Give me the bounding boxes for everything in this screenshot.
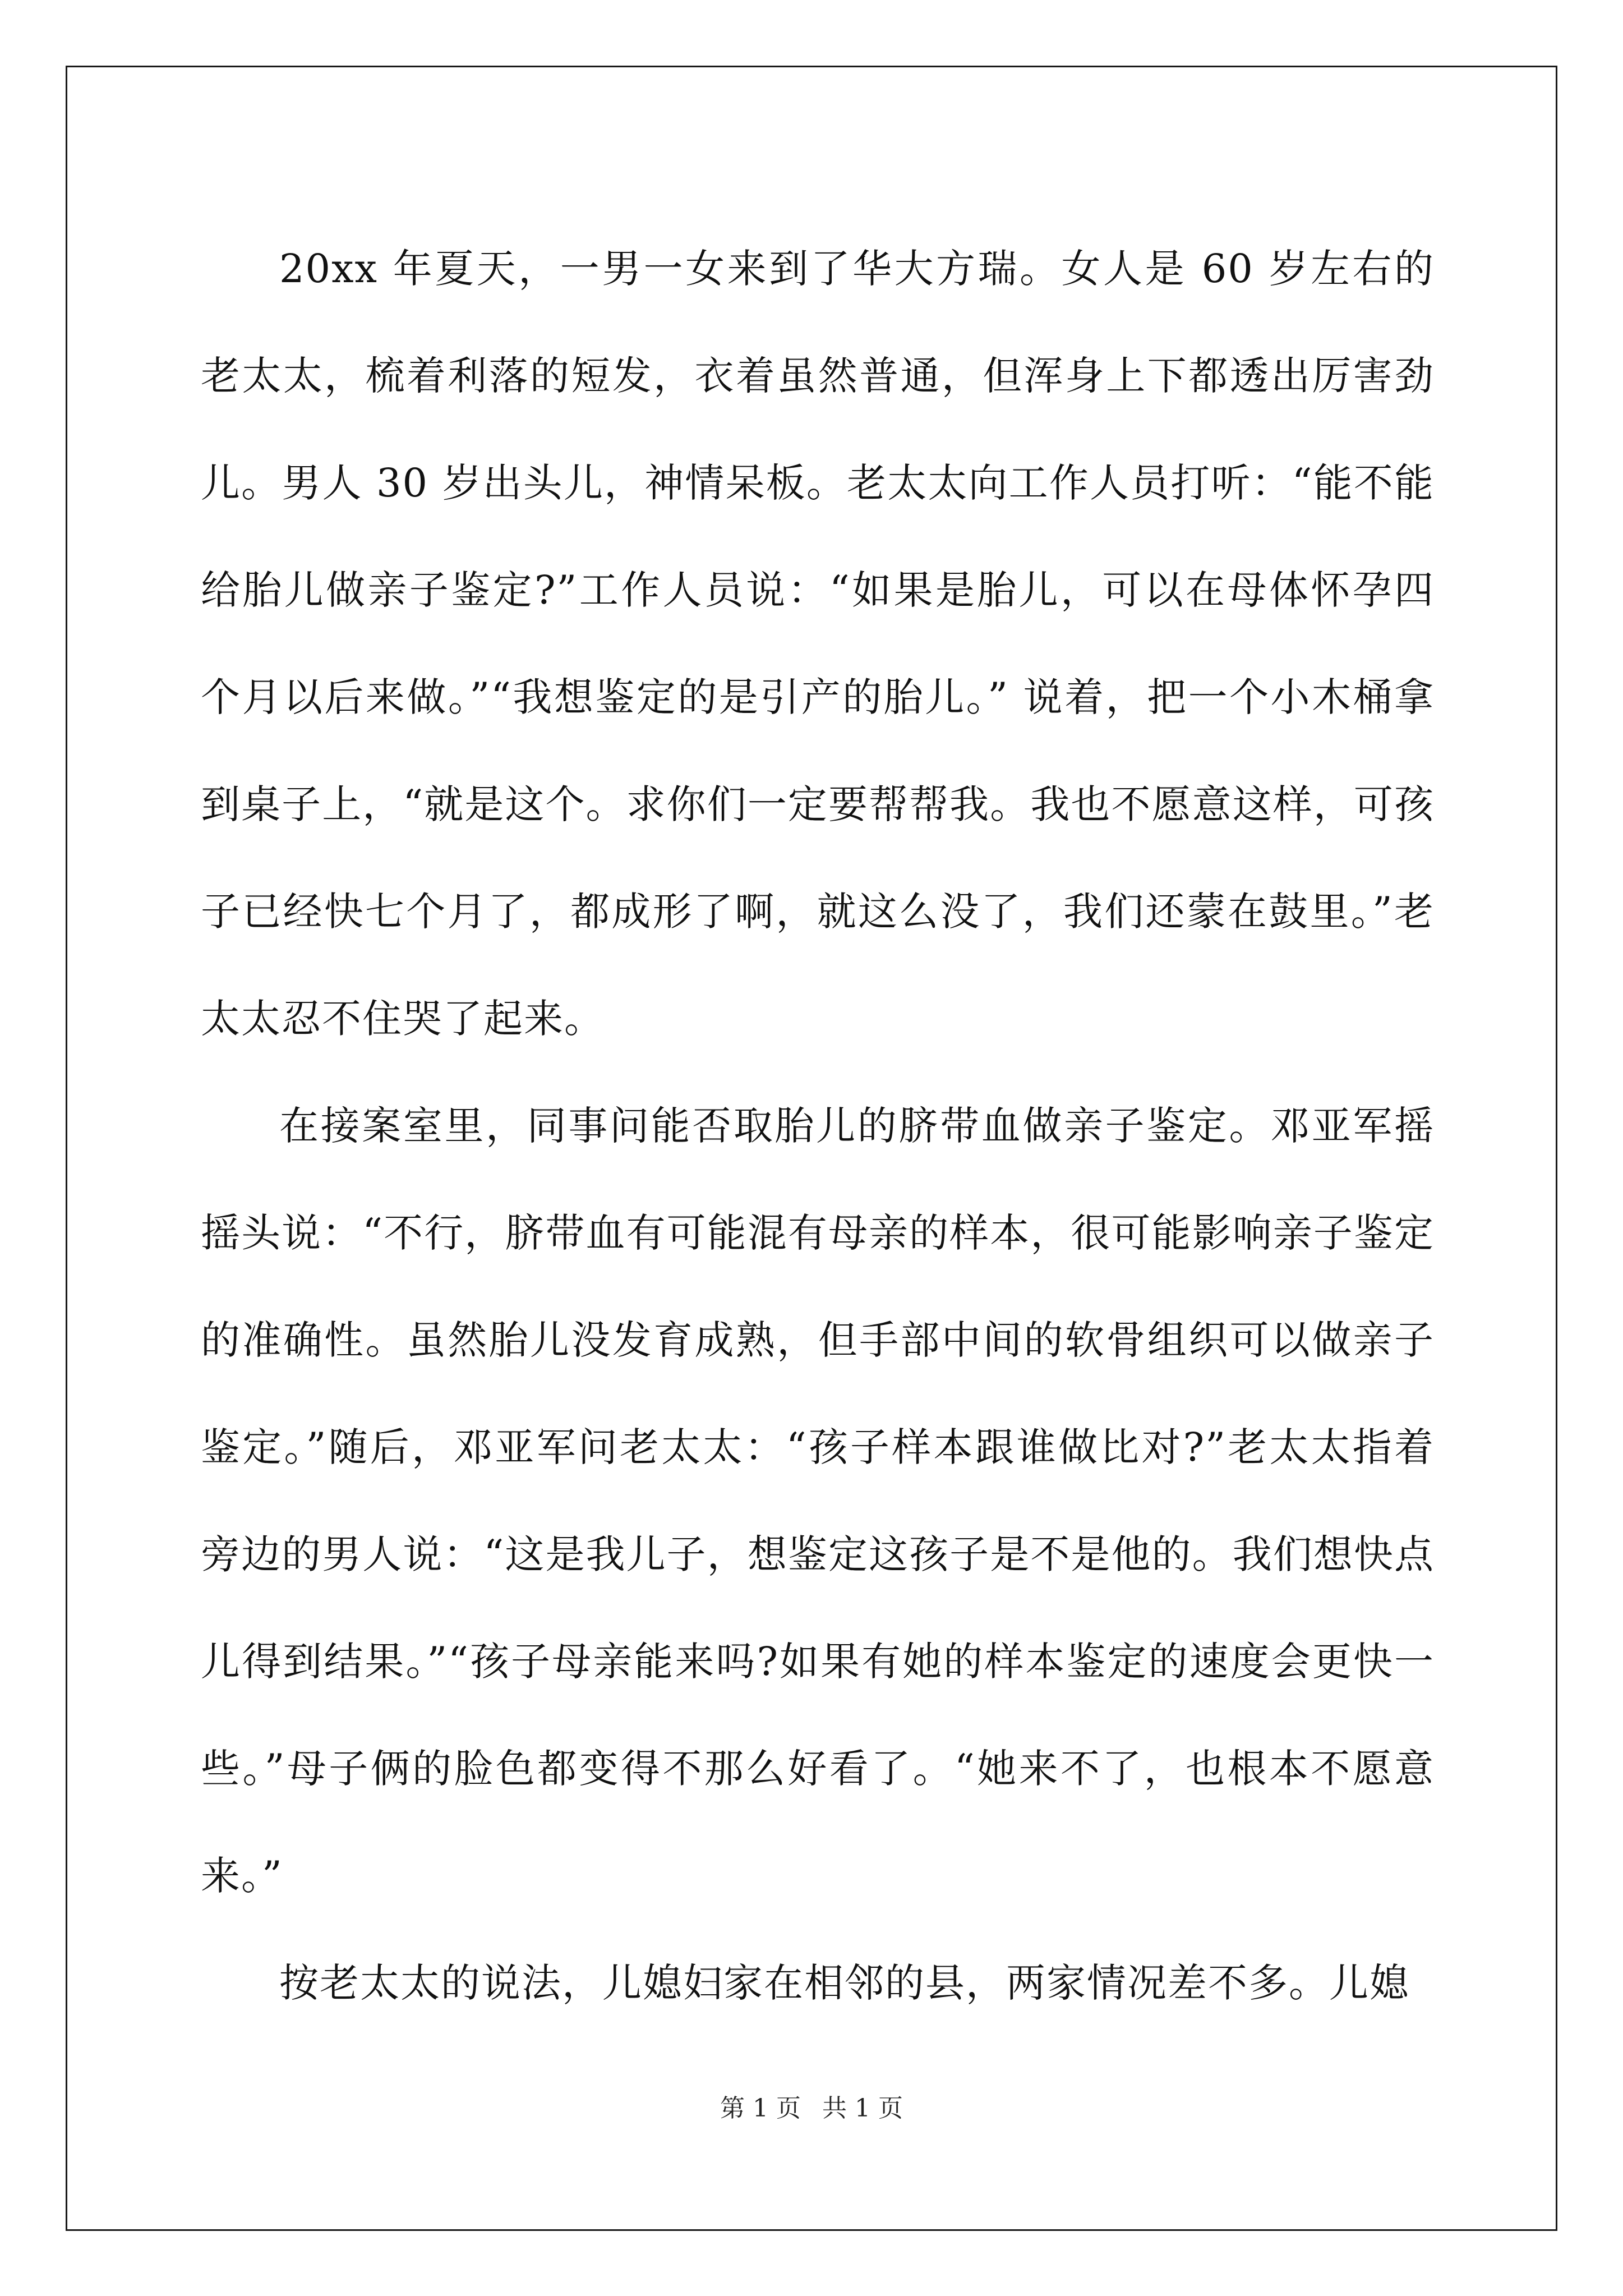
- paragraph: 在接案室里，同事问能否取胎儿的脐带血做亲子鉴定。邓亚军摇摇头说：“不行，脐带血有可能混有母亲的样本，很可能影响亲子鉴定的准确性。虽然胎儿没发育成熟，但手部中间的软骨组织可以做亲子鉴定。”随后，邓亚军问老太太：“孩子样本跟谁做比对?”老太太指着旁边的男人说：“这是我儿子，想鉴定这孩子是不是他的。我们想快点儿得到结果。”“孩子母亲能来吗?如果有她的样本鉴定的速度会更快一些。”母子俩的脸色都变得不那么好看了。“她来不了，也根本不愿意来。”: [201, 1103, 1435, 1899]
- page-number: 第 1 页: [720, 2094, 801, 2123]
- paragraph: 按老太太的说法，儿媳妇家在相邻的县，两家情况差不多。儿媳: [279, 1960, 1410, 2006]
- paragraph: 20xx 年夏天，一男一女来到了华大方瑞。女人是 60 岁左右的老太太，梳着利落的短发，衣着虽然普通，但浑身上下都透出厉害劲儿。男人 30 岁出头儿，神情呆板。老太太向工作人员打听：“能不能给胎儿做亲子鉴定?”工作人员说：“如果是胎儿，可以在母体怀孕四个月以后来做。”“我想鉴定的是引产的胎儿。” 说着，把一个小木桶拿到桌子上，“就是这个。求你们一定要帮帮我。我也不愿意这样，可孩子已经快七个月了，都成形了啊，就这么没了，我们还蒙在鼓里。”老太太忍不住哭了起来。: [201, 246, 1435, 1042]
- page-footer: [0, 2088, 1623, 2124]
- page-total: 共 1 页: [822, 2094, 903, 2123]
- document-body: [201, 215, 1435, 2037]
